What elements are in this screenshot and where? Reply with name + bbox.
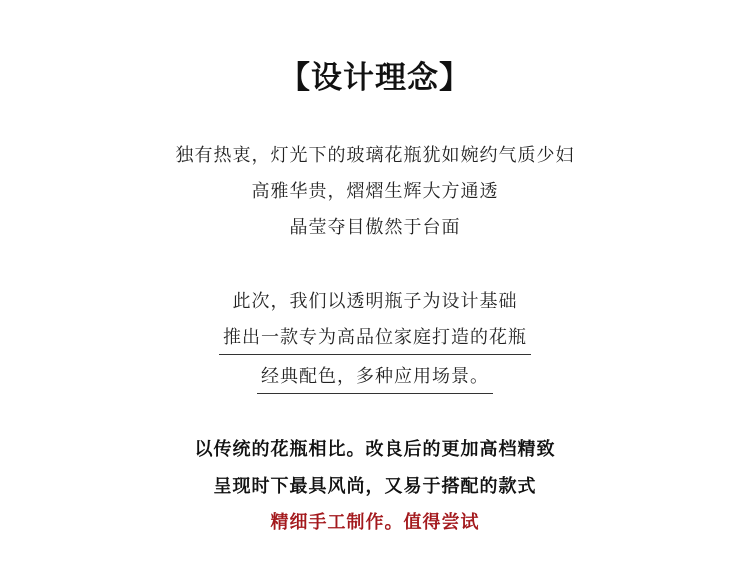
paragraph2-line2-text: 推出一款专为高品位家庭打造的花瓶 [219, 325, 531, 355]
paragraph3-line2-text: 呈现时下最具风尚，又易于搭配的款式 [213, 476, 537, 497]
paragraph1-line2-text: 高雅华贵，熠熠生辉大方通透 [251, 181, 499, 202]
paragraph2-line2 [0, 325, 750, 355]
paragraph2-line1-text: 此次，我们以透明瓶子为设计基础 [232, 291, 518, 312]
paragraph3-line2 [0, 474, 750, 500]
paragraph1-line3-text: 晶莹夺目傲然于台面 [289, 217, 461, 238]
paragraph2-line3 [0, 364, 750, 394]
paragraph3-line1 [0, 437, 750, 463]
paragraph1-line1 [0, 143, 750, 169]
paragraph2-line1 [0, 289, 750, 315]
paragraph3-line3-text: 精细手工制作。值得尝试 [270, 512, 480, 533]
paragraph1-line3 [0, 215, 750, 241]
section-title: 【设计理念】 [279, 60, 471, 96]
paragraph1-line1-text: 独有热衷，灯光下的玻璃花瓶犹如婉约气质少妇 [175, 145, 575, 166]
paragraph3-line3-accent [0, 510, 750, 536]
paragraph1-line2 [0, 179, 750, 205]
paragraph3-line1-text: 以传统的花瓶相比。改良后的更加高档精致 [194, 439, 556, 460]
paragraph2-line3-text: 经典配色，多种应用场景。 [257, 364, 493, 394]
